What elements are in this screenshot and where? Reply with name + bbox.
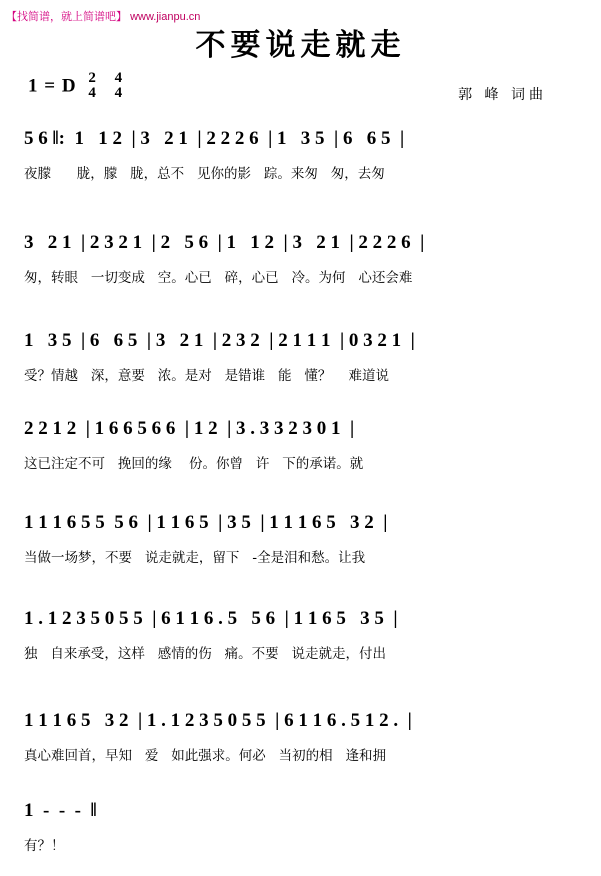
notation-line: 1 . 1 2 3 5 0 5 5 | 6 1 1 6 . 5 5 6 | 1 1 6 5 3 5 | [24, 608, 398, 629]
lyrics-line: 这已注定不可 挽回的缘 份。你曾 许 下的承诺。就 [24, 456, 364, 472]
lyrics-line: 当做一场梦，不要 说走就走，留下 -全是泪和愁。让我 [24, 550, 366, 566]
time-sig-numerator: 4 [114, 70, 124, 86]
notation-line: 1 - - - ‖ [24, 800, 97, 821]
key-signature [28, 72, 129, 102]
notation-line: 3 2 1 | 2 3 2 1 | 2 5 6 | 1 1 2 | 3 2 1 | 2 2 2 6 | [24, 232, 425, 253]
page-title: 不要说走就走 [195, 28, 406, 63]
music-system-1 [0, 128, 601, 182]
notation-line: 1 3 5 | 6 6 5 | 3 2 1 | 2 3 2 | 2 1 1 1 | 0 3 2 1 | [24, 330, 415, 351]
music-system-8 [0, 800, 601, 854]
lyrics-line: 真心难回首，早知 爱 如此强求。何必 当初的相 逢和拥 [24, 748, 386, 764]
time-sig-numerator: 2 [88, 70, 97, 86]
time-sig-denominator: 4 [88, 85, 97, 101]
time-signature-1 [88, 71, 97, 101]
lyrics-line: 匆，转眼 一切变成 空。心已 碎，心已 冷。为何 心还会难 [24, 270, 413, 286]
composer-credit: 郭 峰 词曲 [458, 87, 547, 103]
watermark-text: 【找简谱，就上简谱吧】 [6, 11, 127, 23]
notation-line: 5 6 ‖: 1 1 2 | 3 2 1 | 2 2 2 6 | 1 3 5 | 6 6 5 | [24, 128, 405, 149]
time-sig-denominator: 4 [114, 85, 124, 101]
lyrics-line: 夜朦 胧，朦 胧，总不 见你的影 踪。来匆 匆，去匆 [24, 166, 385, 182]
music-system-5 [0, 512, 601, 566]
music-system-6 [0, 608, 601, 662]
music-system-4 [0, 418, 601, 472]
key-label: 1 = D [28, 75, 77, 97]
lyrics-line: 有？！ [24, 838, 65, 854]
notation-line: 1 1 1 6 5 5 5 6 | 1 1 6 5 | 3 5 | 1 1 1 6 5 3 2 | [24, 512, 388, 533]
lyrics-line: 独 自来承受，这样 感情的伤 痛。不要 说走就走，付出 [24, 646, 386, 662]
lyrics-line: 受？情越 深，意要 浓。是对 是错谁 能 懂？ 难道说 [24, 368, 390, 384]
notation-line: 1 1 1 6 5 3 2 | 1 . 1 2 3 5 0 5 5 | 6 1 1 6 . 5 1 2 . | [24, 710, 412, 731]
watermark-url: www.jianpu.cn [130, 11, 201, 23]
time-signature-2 [115, 71, 124, 101]
music-system-2 [0, 232, 601, 286]
music-system-7 [0, 710, 601, 764]
notation-line: 2 2 1 2 | 1 6 6 5 6 6 | 1 2 | 3 . 3 3 2 3 0 1 | [24, 418, 355, 439]
music-system-3 [0, 330, 601, 384]
